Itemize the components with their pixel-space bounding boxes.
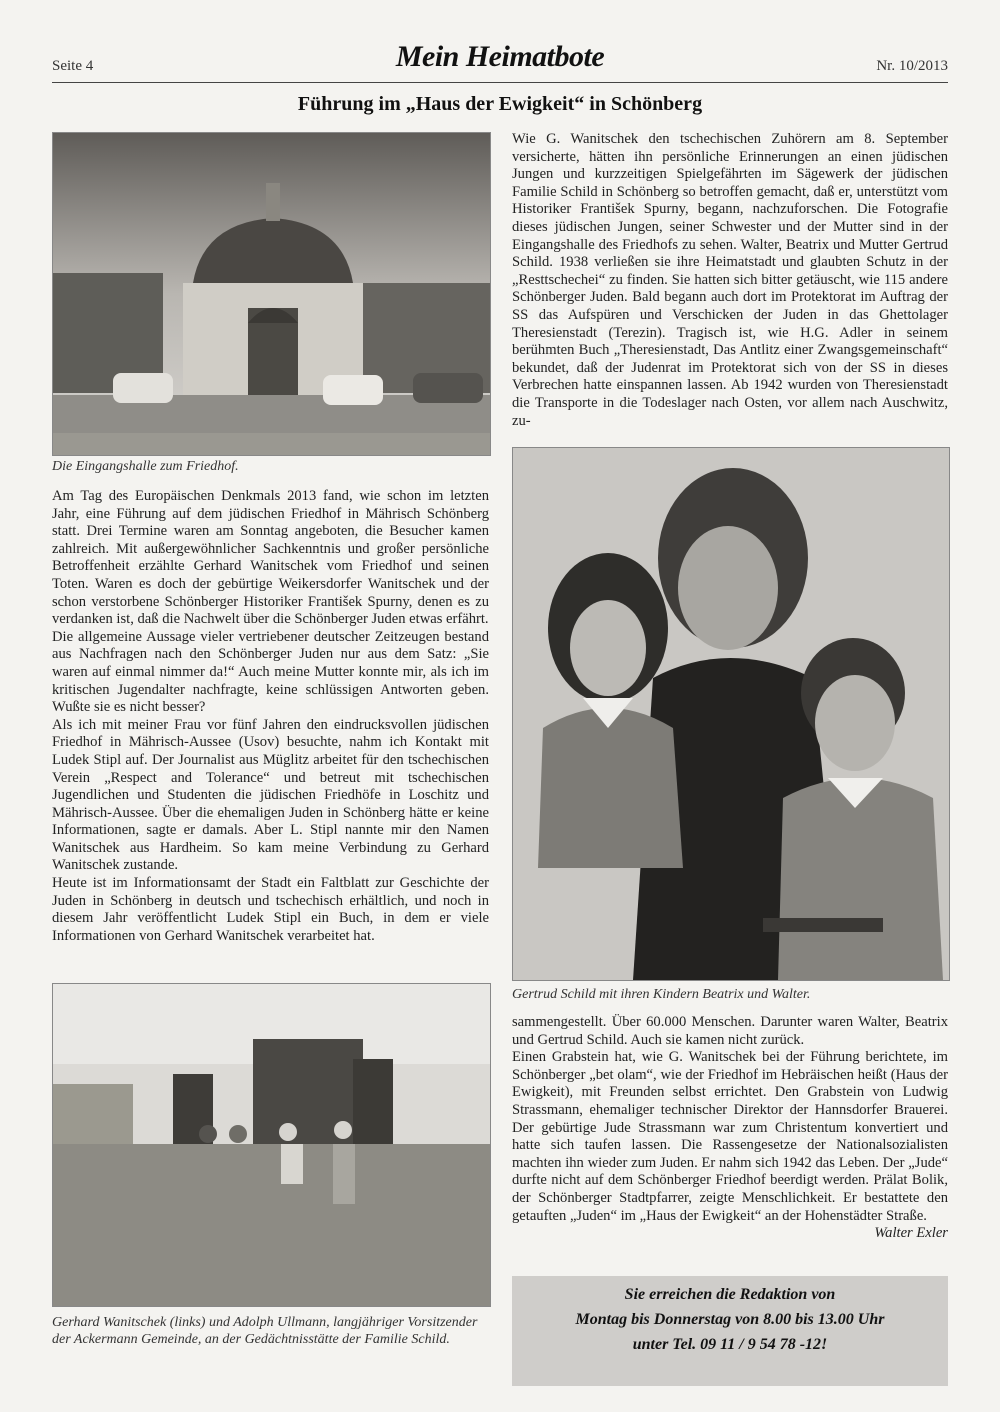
- notice-line-2: Montag bis Donnerstag von 8.00 bis 13.00 Uhr: [575, 1311, 885, 1328]
- notice-line-1: Sie erreichen die Redaktion von: [624, 1286, 836, 1303]
- paragraph: [512, 1049, 948, 1242]
- paragraph: sammengestellt. Über 60.000 Menschen. Darunter waren Walter, Beatrix und Gertrud Schild. Auch sie kamen nicht zurück.: [512, 1014, 948, 1048]
- photo-caption-memorial: Gerhard Wanitschek (links) und Adolph Ullmann, langjähriger Vorsitzender der Ackermann Gemeinde, an der Gedächtnisstätte der Familie Schild.: [52, 1315, 478, 1347]
- photo-cemetery-hall: [52, 132, 491, 456]
- header-rule: [52, 82, 948, 83]
- family-portrait-image: [513, 448, 949, 980]
- page-number: Seite 4: [52, 58, 94, 74]
- paragraph: Am Tag des Europäischen Denkmals 2013 fand, wie schon im letzten Jahr, eine Führung auf dem jüdischen Friedhof in Mährisch Schönberg statt. Drei Termine waren am Sonntag angeboten, die Besucher kamen zahlreich. Mit außergewöhnlicher Sachkenntnis und großer persönliche Betroffenheit erzählte Gerhard Wanitschek vom Friedhof und seinen Toten. Waren es doch der gebürtige Weikersdorfer Wanitschek und der schon verstorbene Schönberger Historiker František Spurny, denen es zu verdanken ist, daß die Nachwelt über die Schönberger Juden etwas erfährt.: [52, 488, 489, 628]
- cemetery-hall-image: [53, 133, 490, 455]
- left-column-text: [52, 488, 489, 945]
- paragraph-text: Einen Grabstein hat, wie G. Wanitschek bei der Führung berichtete, im Schönberger „bet olam“, wie der Friedhof im Hebräischen heißt (Haus der Ewigkeit), mit Freunden selbst errichtet. Den Grabstein von Ludwig Strassmann, ehemaliger technischer Direktor der Hannsdorfer Brauerei. Der gebürtige Jude Strassmann war zum Christentum konvertiert und hatte sich taufen lassen. Die Rassengesetze der Nationalsozialisten machten ihn wieder zum Juden. Er nahm sich 1942 das Leben. Der „Jude“ durfte nicht auf dem Schönberger Friedhof beerdigt werden. Prälat Bolik, der Schönberger Stadtpfarrer, zeigte Menschlichkeit. Er bestattete den getauften „Juden“ im „Haus der Ewigkeit“ an der Hohenstädter Straße.: [512, 1049, 948, 1224]
- photo-caption-family: Gertrud Schild mit ihren Kindern Beatrix und Walter.: [512, 987, 811, 1002]
- editorial-contact-box: [512, 1276, 948, 1386]
- issue-number: Nr. 10/2013: [876, 58, 948, 74]
- paragraph: Wie G. Wanitschek den tschechischen Zuhörern am 8. September versicherte, hätten ihn persönliche Erinnerungen an einen jüdischen Jungen und kurzzeitigen Spielgefährten im Sägewerk der jüdischen Familie Schild in Schönberg so betroffen gemacht, daß er, unterstützt vom Historiker František Spurny, begann, nachzuforschen. Die Fotografie dieses jüdischen Jungen, seiner Schwester und der Mutter sind in der Eingangshalle des Friedhofs zu sehen. Walter, Beatrix und Mutter Gertrud Schild. 1938 verließen sie ihre Heimatstadt und glaubten Schutz in der „Resttschechei“ zu finden. Sie hatten sich bitter getäuscht, wie 115 andere Schönberger Juden. Bald begann auch dort im Protektorat im Auftrag der SS das Aufspüren und Verschicken der Juden in das Ghettolager Theresienstadt (Terezin). Tragisch ist, wie H.G. Adler in seinem berühmten Buch „Theresienstadt, Das Antlitz einer Zwangsgemeinschaft“ bekundet, daß der Judenrat im Protektorat sich von der SS in dieses Verbrechen hatte einspannen lassen. Ab 1942 wurden von Theresienstadt die Transporte in die Todeslager nach Osten, vor allem nach Auschwitz, zu-: [512, 131, 948, 429]
- photo-family-portrait: [512, 447, 950, 981]
- right-column-bottom-text: [512, 1014, 948, 1243]
- right-column-top-text: [512, 131, 948, 430]
- paragraph: Die allgemeine Aussage vieler vertriebener deutscher Zeitzeugen bestand aus Nachfragen nach den Schönberger Juden nur aus dem Satz: „Sie waren auf einmal nimmer da!“ Auch meine Mutter konnte mir, als ich im kritischen Jugendalter nachfragte, keine schlüssigen Antworten geben. Wußte sie es nicht besser?: [52, 628, 489, 716]
- paragraph: Heute ist im Informationsamt der Stadt ein Faltblatt zur Geschichte der Juden in Schönberg in deutsch und tschechisch erhältlich, und noch in diesem Jahr veröffentlicht Ludek Stipl ein Buch, in dem er viele Informationen von Gerhard Wanitschek verarbeitet hat.: [52, 875, 489, 944]
- masthead-logo: Mein Heimatbote: [395, 40, 605, 73]
- author-byline: Walter Exler: [874, 1225, 948, 1242]
- photo-memorial: [52, 983, 491, 1307]
- article-title: Führung im „Haus der Ewigkeit“ in Schönberg: [297, 93, 703, 115]
- photo-caption-hall: Die Eingangshalle zum Friedhof.: [52, 459, 239, 474]
- paragraph: Als ich mit meiner Frau vor fünf Jahren den eindrucksvollen jüdischen Friedhof in Mährisch-Aussee (Usov) besuchte, nahm ich Kontakt mit Ludek Stipl auf. Der Journalist aus Müglitz arbeitet für den tschechischen Verein „Respect and Tolerance“ und betreut mit tschechischen Jugendlichen und Studenten die jüdischen Friedhöfe in Loschitz und Mährisch-Aussee. Über die ehemaligen Juden in Schönberg hätte er keine Informationen, sagte er damals. Aber L. Stipl nannte mir den Namen Wanitschek aus Hardheim. So kam meine Verbindung zu Gerhard Wanitschek zustande.: [52, 716, 489, 874]
- notice-line-3: unter Tel. 09 11 / 9 54 78 -12!: [632, 1336, 828, 1353]
- memorial-image: [53, 984, 490, 1306]
